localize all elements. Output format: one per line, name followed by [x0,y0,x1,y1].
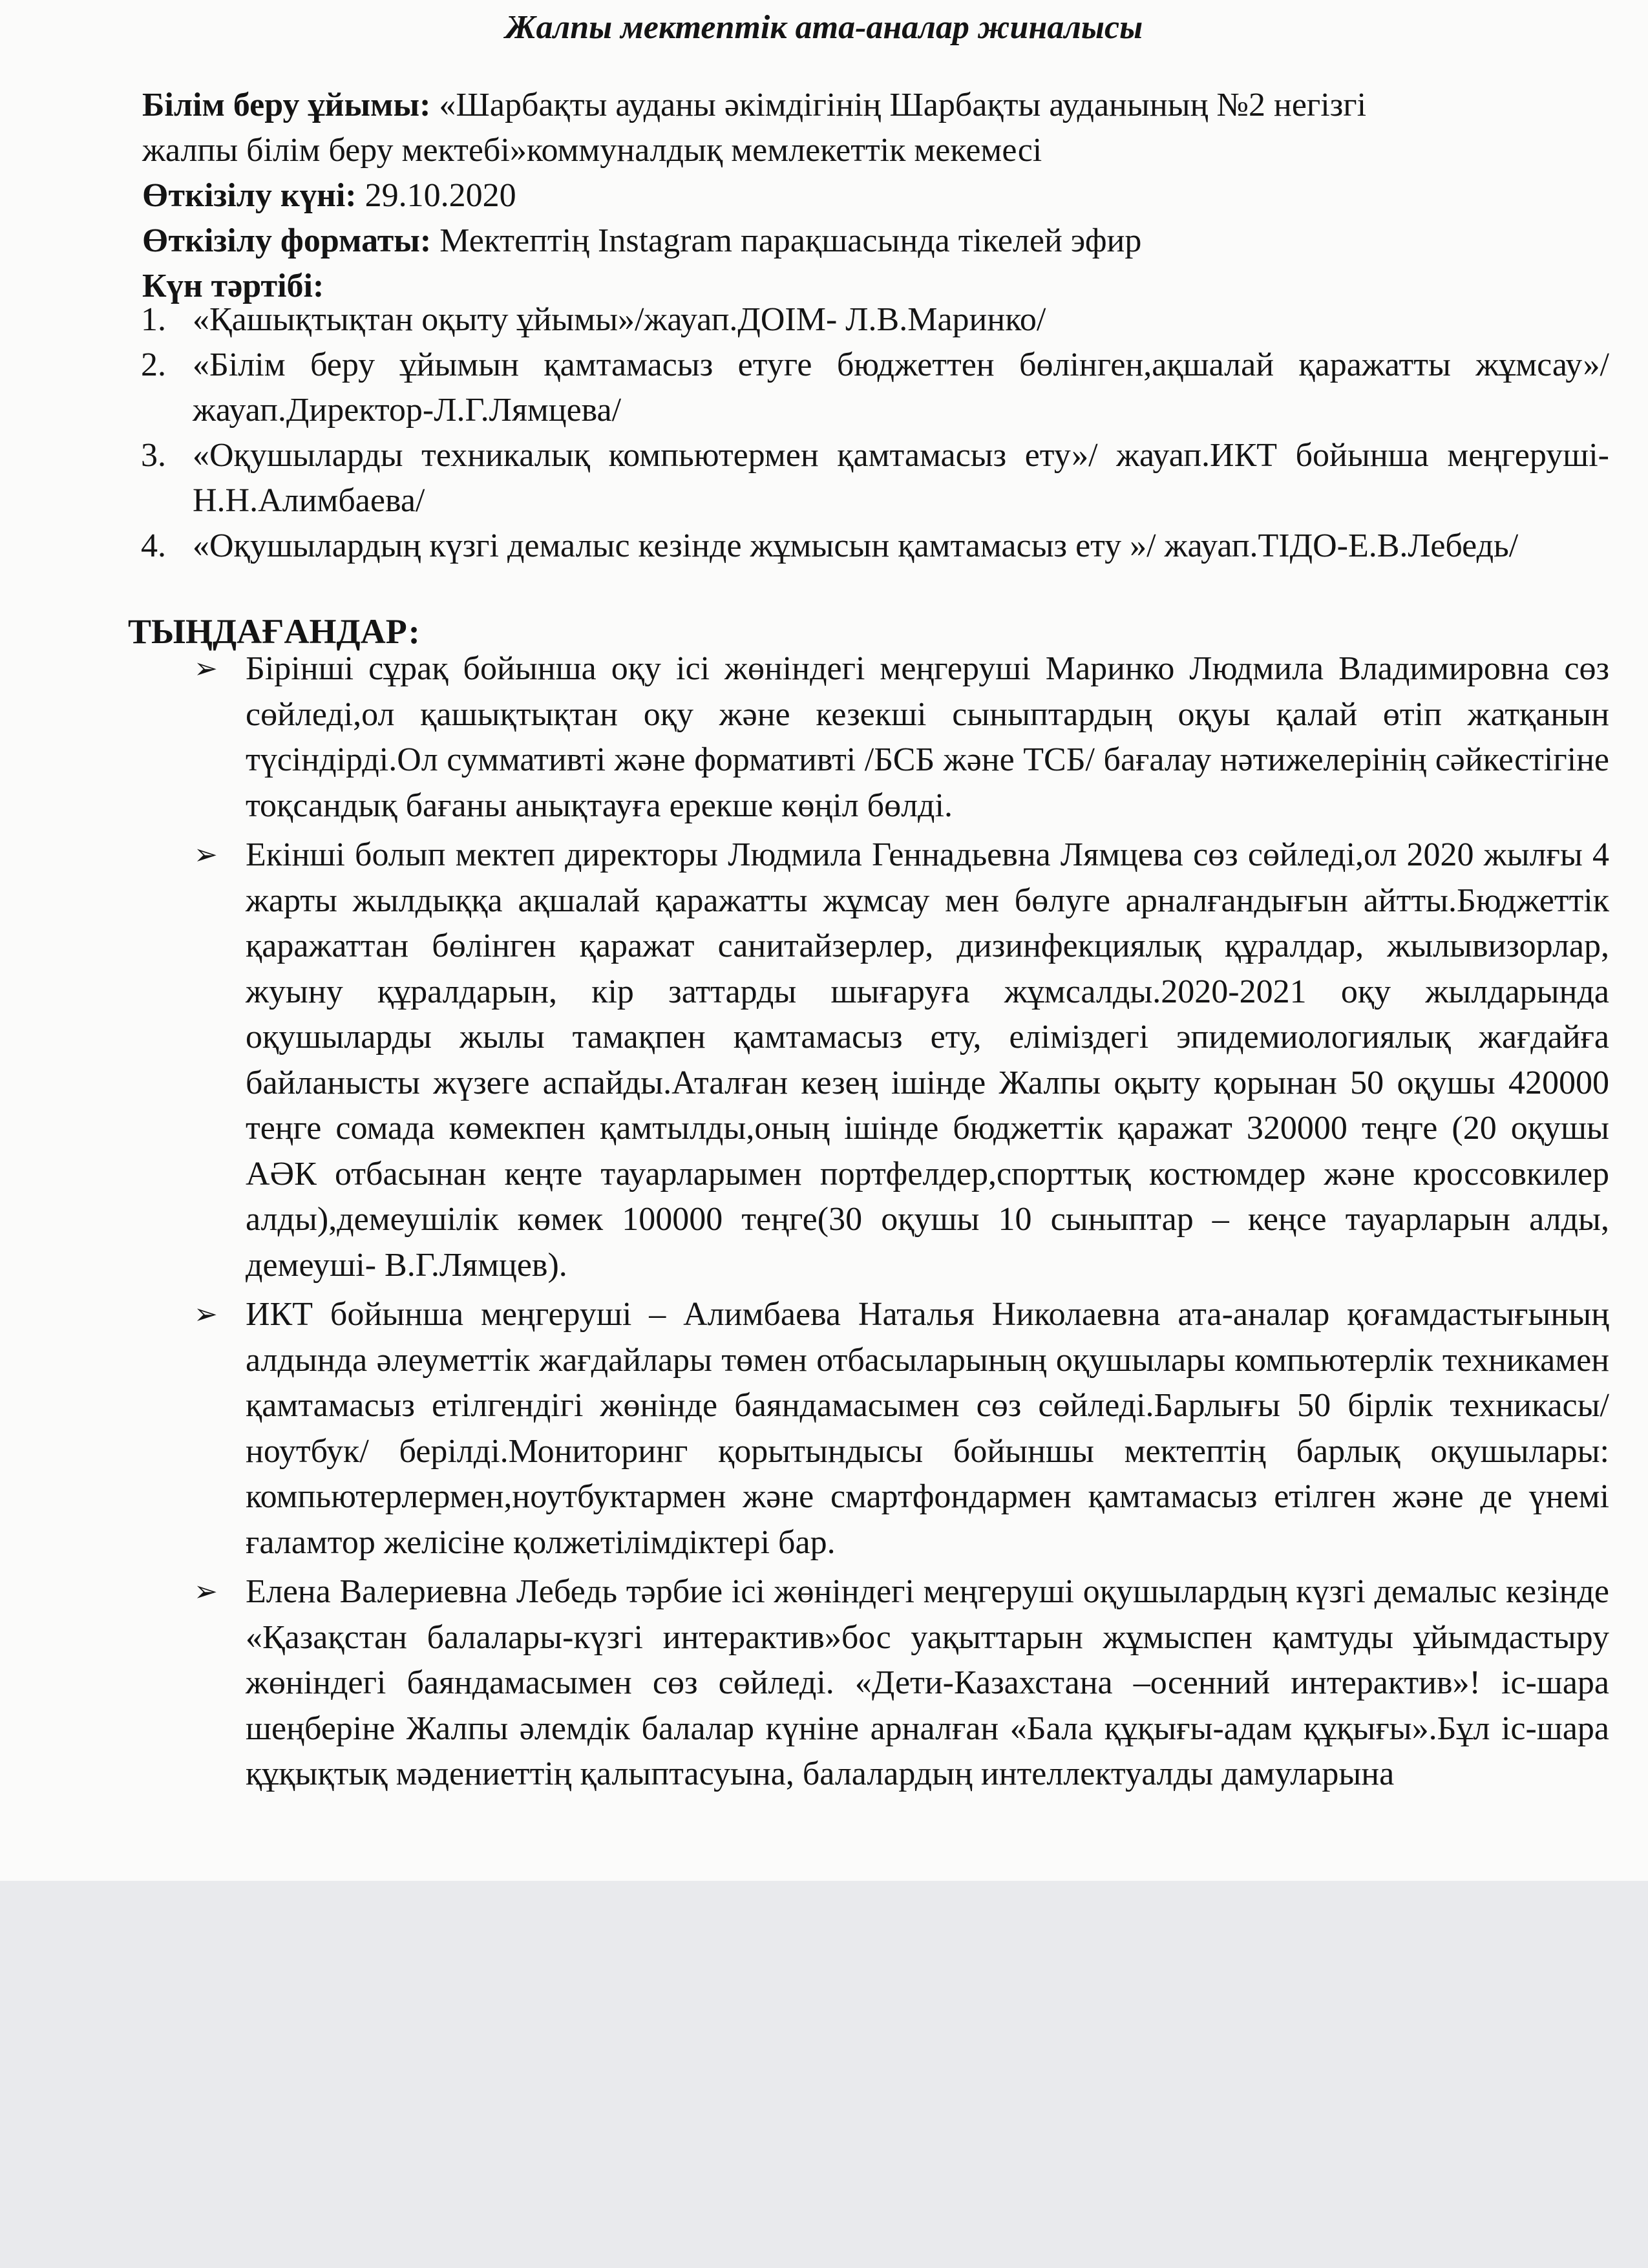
agenda-text: «Білім беру ұйымын қамтамасыз етуге бюджеттен бөлінген,ақшалай қаражатты жұмсау»/жауап.Директор-Л.Г.Лямцева/ [193,346,1609,429]
org-line [142,83,1609,128]
agenda-item [141,343,1609,433]
agenda-text: «Оқушылардың күзгі демалыс кезінде жұмысын қамтамасыз ету »/ жауап.ТІДО-Е.В.Лебедь/ [193,527,1519,564]
agenda-label: Күн тәртібі: [142,268,324,304]
speaker-item [194,1569,1609,1797]
arrow-bullet-icon: ➢ [194,1298,218,1331]
agenda-list [141,297,1609,569]
agenda-item [141,524,1609,569]
speaker-list [194,646,1609,1801]
speaker-text: Екінші болып мектеп директоры Людмила Геннадьевна Лямцева сөз сөйледі,ол 2020 жылғы 4 жарты жылдыққа ақшалай қаражатты жұмсау мен бөлуге арналғандығын айтты.Бюджеттік қаражаттан бөлінген қаражат санитайзерлер, дизинфекциялық құралдар, жылывизорлар, жуыну құралдарын, кір заттарды шығаруға жұмсалды.2020-2021 оқу жылдарында оқушыларды жылы тамақпен қамтамасыз ету, еліміздегі эпидемиологиялық жағдайға байланысты жүзеге аспайды.Аталған кезең ішінде Жалпы оқыту қорынан 50 оқушы 420000 теңге сомада көмекпен қамтылды,оның ішінде бюджеттік қаражат 320000 теңге (20 оқушы АӘК отбасынан кеңте тауарларымен портфелдер,спорттық костюмдер және кроссовкилер алды),демеушілік көмек 100000 теңге(30 оқушы 10 сыныптар – кеңсе тауарларын алды, демеуші- В.Г.Лямцев). [246,836,1609,1284]
agenda-number: 2. [141,346,166,383]
document-title: Жалпы мектептік ата-аналар жиналысы [505,9,1143,46]
speaker-item [194,1292,1609,1565]
org-value-1: «Шарбақты ауданы әкімдігінің Шарбақты ауданының №2 негізгі [430,87,1367,123]
agenda-number: 4. [141,527,166,564]
page-blank-area [0,1881,1648,2268]
date-label: Өткізілу күні: [142,177,357,214]
format-label: Өткізілу форматы: [142,222,432,259]
format-value: Мектептің Instagram парақшасында тікелей эфир [431,222,1142,259]
agenda-number: 1. [141,301,166,338]
format-line [142,218,1609,264]
agenda-item [141,433,1609,524]
arrow-bullet-icon: ➢ [194,652,218,685]
date-value: 29.10.2020 [356,177,516,214]
agenda-text: «Қашықтықтан оқыту ұйымы»/жауап.ДОІМ- Л.В.Маринко/ [193,301,1046,338]
speaker-text: Бірінші сұрақ бойынша оқу ісі жөніндегі меңгеруші Маринко Людмила Владимировна сөз сөйледі,ол қашықтықтан оқу және кезекші сыныптардың оқуы қалай өтіп жатқанын түсіндірді.Ол суммативті және формативті /БСБ және ТСБ/ бағалау нәтижелерінің сәйкестігіне тоқсандық бағаны анықтауға ерекше көңіл бөлді. [246,650,1609,824]
speaker-item [194,646,1609,829]
date-line [142,173,1609,218]
agenda-text: «Оқушыларды техникалық компьютермен қамтамасыз ету»/ жауап.ИКТ бойынша меңгеруші- Н.Н.Алимбаева/ [193,437,1609,519]
org-value-2: жалпы білім беру мектебі»коммуналдық мемлекеттік мекемесі [142,132,1042,169]
heard-heading: ТЫҢДАҒАНДАР: [128,612,420,651]
speaker-text: Елена Валериевна Лебедь тәрбие ісі жөніндегі меңгеруші оқушылардың күзгі демалыс кезінде «Қазақстан балалары-күзгі интерактив»бос уақыттарын жұмыспен қамтуды ұйымдастыру жөніндегі баяндамасымен сөз сөйледі. «Дети-Казахстана –осенний интерактив»! іс-шара шеңберіне Жалпы әлемдік балалар күніне арналған «Бала құқығы-адам құқығы».Бұл іс-шара құқықтық мәдениеттің қалыптасуына, балалардың интеллектуалды дамуларына [246,1573,1609,1792]
document-header [142,83,1609,309]
speaker-text: ИКТ бойынша меңгеруші – Алимбаева Наталья Николаевна ата-аналар қоғамдастығының алдында әлеуметтік жағдайлары төмен отбасыларының оқушылары компьютерлік техникамен қамтамасыз етілгендігі жөнінде баяндамасымен сөз сөйледі.Барлығы 50 бірлік техникасы/ноутбук/ берілді.Мониторинг қорытындысы бойыншы мектептің барлық оқушылары: компьютерлермен,ноутбуктармен және смартфондармен қамтамасыз етілген және де үнемі ғаламтор желісіне қолжетілімдіктері бар. [246,1296,1609,1561]
agenda-item [141,297,1609,343]
arrow-bullet-icon: ➢ [194,838,218,871]
speaker-item [194,832,1609,1288]
agenda-number: 3. [141,437,166,474]
org-line-2 [142,128,1609,173]
arrow-bullet-icon: ➢ [194,1575,218,1608]
org-label: Білім беру ұйымы: [142,87,431,123]
